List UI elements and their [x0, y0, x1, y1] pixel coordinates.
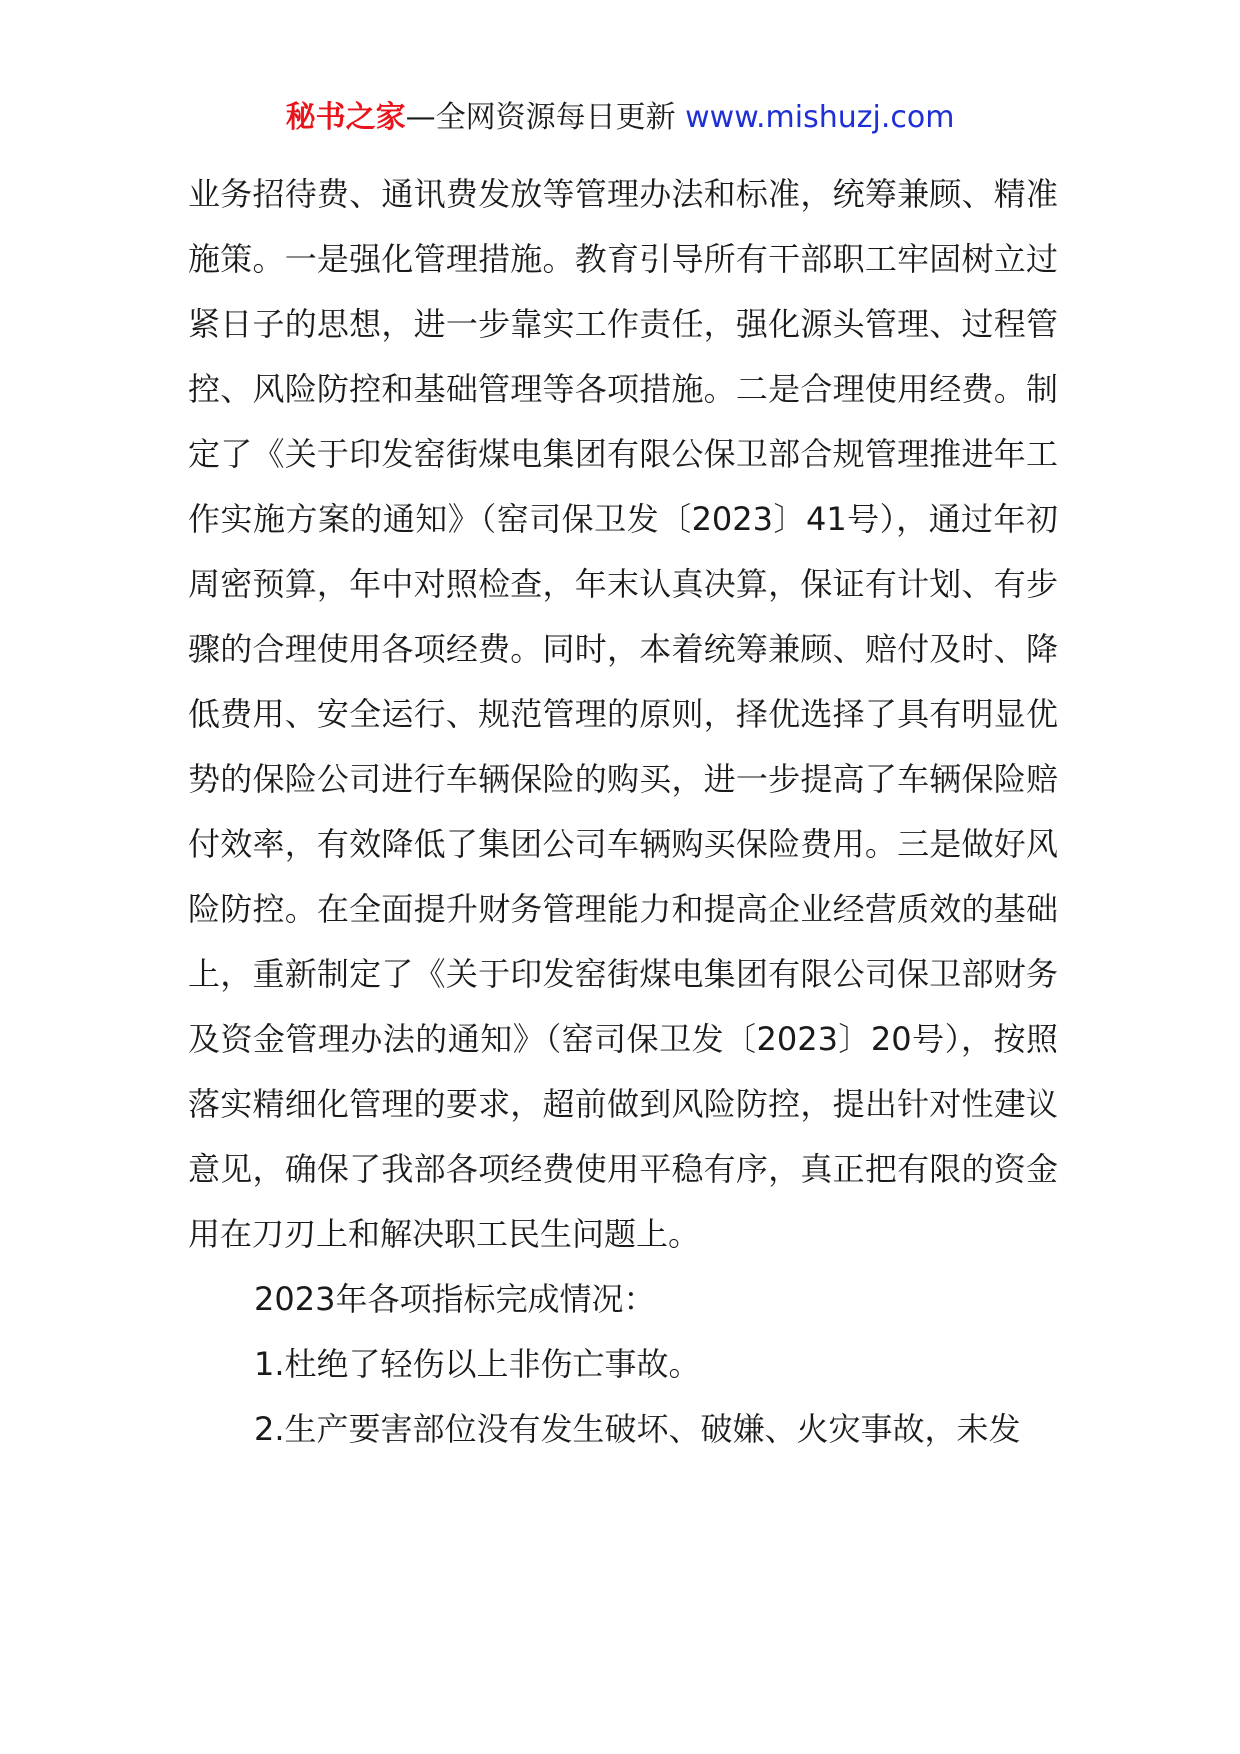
- document-body: [188, 162, 1058, 1462]
- summary-heading: 2023年各项指标完成情况：: [254, 1280, 656, 1318]
- body-paragraph: 业务招待费、通讯费发放等管理办法和标准，统筹兼顾、精准施策。一是强化管理措施。教育引导所有干部职工牢固树立过紧日子的思想，进一步靠实工作责任，强化源头管理、过程管控、风险防控和基础管理等各项措施。二是合理使用经费。制定了《关于印发窑街煤电集团有限公保卫部合规管理推进年工作实施方案的通知》（窑司保卫发〔2023〕41号），通过年初周密预算，年中对照检查，年末认真决算，保证有计划、有步骤的合理使用各项经费。同时，本着统筹兼顾、赔付及时、降低费用、安全运行、规范管理的原则，择优选择了具有明显优势的保险公司进行车辆保险的购买，进一步提高了车辆保险赔付效率，有效降低了集团公司车辆购买保险费用。三是做好风险防控。在全面提升财务管理能力和提高企业经营质效的基础上，重新制定了《关于印发窑街煤电集团有限公司保卫部财务及资金管理办法的通知》（窑司保卫发〔2023〕20号），按照落实精细化管理的要求，超前做到风险防控，提出针对性建议意见，确保了我部各项经费使用平稳有序，真正把有限的资金用在刀刃上和解决职工民生问题上。: [188, 175, 1058, 1253]
- brand-name: 秘书之家: [285, 100, 406, 135]
- header-tagline: —全网资源每日更新: [405, 100, 686, 135]
- indicator-item-2: 2.生产要害部位没有发生破坏、破嫌、火灾事故，未发: [254, 1410, 1021, 1448]
- header-url: www.mishuzj.com: [685, 100, 955, 135]
- indicator-item-1: 1.杜绝了轻伤以上非伤亡事故。: [254, 1345, 701, 1383]
- watermark-header: [0, 98, 1240, 138]
